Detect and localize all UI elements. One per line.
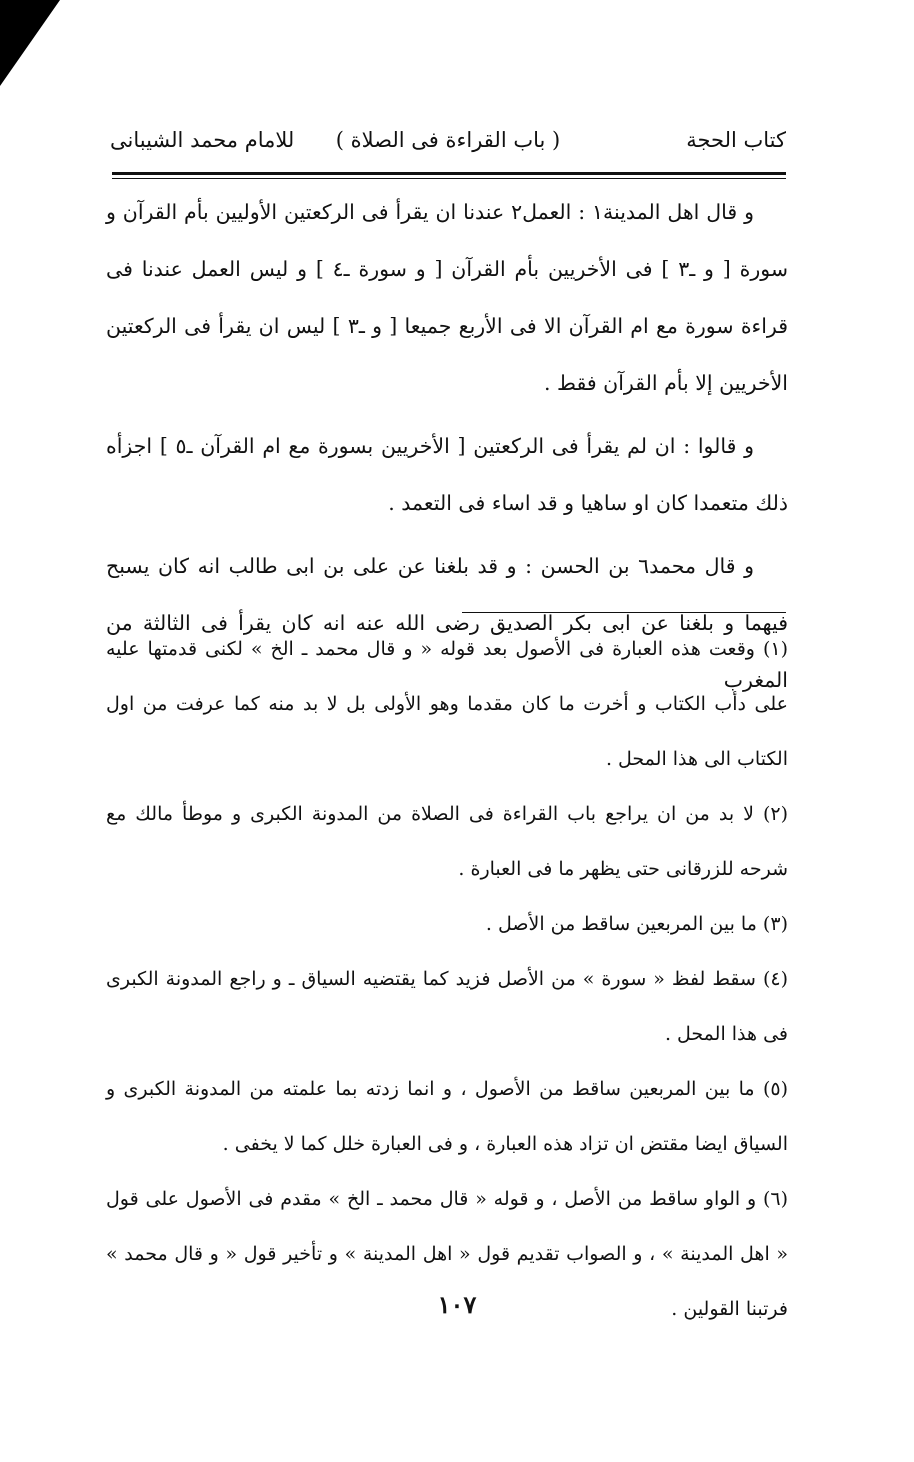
header-author: للامام محمد الشيبانى [110,128,295,152]
footnote: (٢) لا بد من ان يراجع باب القراءة فى الصلاة من المدونة الكبرى و موطأ مالك مع شرحه للزرقانى حتى يظهر ما فى العبارة . [106,803,788,880]
footnote: (١) وقعت هذه العبارة فى الأصول بعد قوله « و قال محمد ـ الخ » لكنى قدمتها عليه على دأب الكتاب و أخرت ما كان مقدما وهو الأولى بل لا بد منه كما عرفت من اول الكتاب الى هذا المحل . [106,638,788,770]
page-corner-mark [0,0,60,86]
footnote: (٥) ما بين المربعين ساقط من الأصول ، و انما زدته بما علمته من المدونة الكبرى و السياق ايضا مقتض ان تزاد هذه العبارة ، و فى العبارة خلل كما لا يخفى . [106,1078,788,1155]
footnote: (٣) ما بين المربعين ساقط من الأصل . [485,913,788,935]
header-rule [112,172,786,179]
main-paragraph: و قالوا : ان لم يقرأ فى الركعتين [ الأخريين بسورة مع ام القرآن ـ٥ ] اجزأه ذلك متعمدا كان او ساهيا و قد اساء فى التعمد . [106,434,788,515]
header-chapter-title: ( باب القراءة فى الصلاة ) [335,128,561,152]
header-book-title: كتاب الحجة [686,128,786,152]
footnote: (٤) سقط لفظ « سورة » من الأصل فزيد كما يقتضيه السياق ـ و راجع المدونة الكبرى فى هذا المحل . [106,968,788,1045]
footnote: (٦) و الواو ساقط من الأصل ، و قوله « قال محمد ـ الخ » مقدم فى الأصول على قول « اهل المدينة » ، و الصواب تقديم قول « اهل المدينة » و تأخير قول « و قال محمد » فرتبنا القولين . [106,1188,788,1320]
footnotes [106,622,788,1337]
running-header [110,120,786,168]
main-paragraph: و قال محمد٦ بن الحسن : و قد بلغنا عن على بن ابى طالب انه كان يسبح فيهما و بلغنا عن ابى بكر الصديق رضى الله عنه انه كان يقرأ فى الثالثة من المغرب [106,554,788,692]
footnote-separator [462,612,786,613]
main-paragraph: و قال اهل المدينة١ : العمل٢ عندنا ان يقرأ فى الركعتين الأوليين بأم القرآن و سورة [ و ـ٣ ] فى الأخريين بأم القرآن [ و سورة ـ٤ ] و ليس العمل عندنا فى قراءة سورة مع ام القرآن الا فى الأربع جميعا [ و ـ٣ ] ليس ان يقرأ فى الركعتين الأخريين إلا بأم القرآن فقط . [106,200,788,395]
page-number: ١٠٧ [437,1290,477,1319]
